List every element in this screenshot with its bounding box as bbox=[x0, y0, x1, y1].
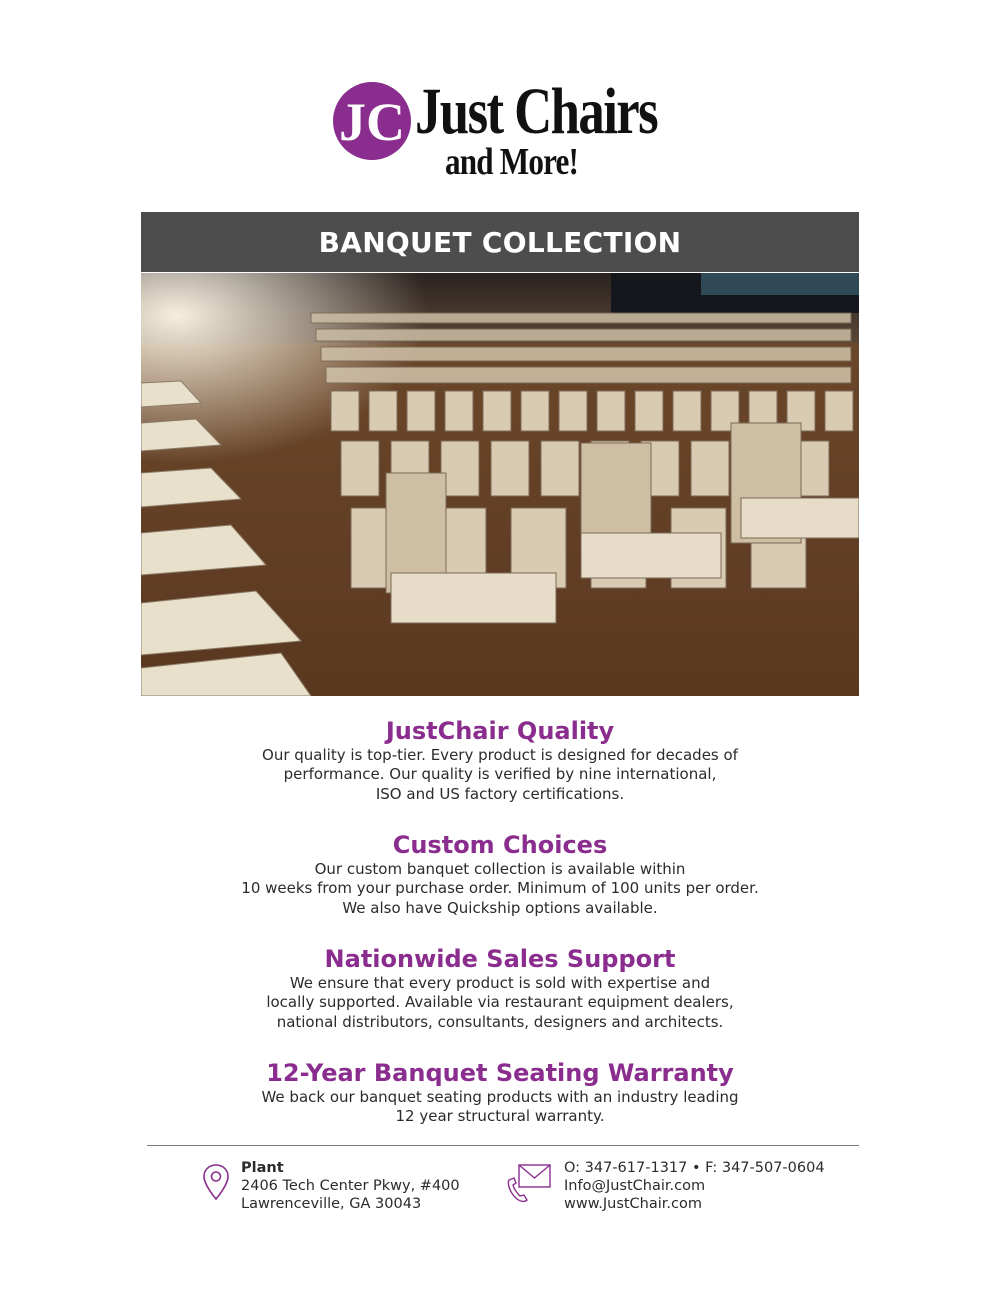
section-heading: Custom Choices bbox=[392, 831, 608, 859]
photo-illustration bbox=[141, 273, 859, 696]
section-line: locally supported. Available via restaurant equipment dealers, bbox=[266, 993, 734, 1012]
section-line: We ensure that every product is sold with expertise and bbox=[289, 974, 711, 992]
section-line: ISO and US factory certifications. bbox=[375, 784, 625, 803]
logo-tagline: and More! bbox=[445, 141, 579, 183]
phone-mail-icon bbox=[505, 1162, 553, 1204]
section-line: 12 year structural warranty. bbox=[395, 1107, 605, 1126]
logo-wordmark: Just Chairs bbox=[415, 75, 658, 148]
footer-contact bbox=[564, 1159, 825, 1213]
section-warranty bbox=[141, 1058, 859, 1127]
logo-monogram bbox=[333, 82, 411, 160]
brand-logo bbox=[333, 75, 673, 185]
section-line: We also have Quickship options available. bbox=[342, 898, 658, 917]
section-sales-support bbox=[141, 944, 859, 1032]
section-quality bbox=[141, 716, 859, 804]
banquet-hall-chairs-photo bbox=[141, 273, 859, 696]
section-heading: 12-Year Banquet Seating Warranty bbox=[266, 1059, 734, 1087]
footer-divider bbox=[147, 1145, 859, 1146]
footer-address bbox=[241, 1159, 460, 1213]
section-heading: Nationwide Sales Support bbox=[324, 945, 676, 973]
section-line: national distributors, consultants, designers and architects. bbox=[276, 1012, 724, 1031]
address-line: Lawrenceville, GA 30043 bbox=[241, 1196, 422, 1212]
banner-title: BANQUET COLLECTION bbox=[318, 225, 682, 259]
section-line: Our quality is top-tier. Every product is designed for decades of bbox=[262, 746, 738, 764]
section-line: Our custom banquet collection is available within bbox=[314, 860, 686, 878]
section-line: 10 weeks from your purchase order. Minimum of 100 units per order. bbox=[241, 879, 759, 898]
section-line: We back our banquet seating products with an industry leading bbox=[261, 1088, 739, 1106]
location-label: Plant bbox=[241, 1160, 284, 1176]
collection-banner bbox=[141, 212, 859, 272]
section-custom-choices bbox=[141, 830, 859, 918]
phone-fax-line: O: 347-617-1317 • F: 347-507-0604 bbox=[564, 1160, 825, 1176]
address-line: 2406 Tech Center Pkwy, #400 bbox=[241, 1178, 460, 1194]
email-link[interactable]: Info@JustChair.com bbox=[564, 1178, 706, 1194]
logo-initials: JC bbox=[339, 92, 405, 152]
website-link[interactable]: www.JustChair.com bbox=[564, 1196, 702, 1212]
location-pin-icon bbox=[202, 1163, 230, 1201]
section-line: performance. Our quality is verified by nine international, bbox=[283, 765, 717, 784]
section-heading: JustChair Quality bbox=[385, 717, 615, 745]
